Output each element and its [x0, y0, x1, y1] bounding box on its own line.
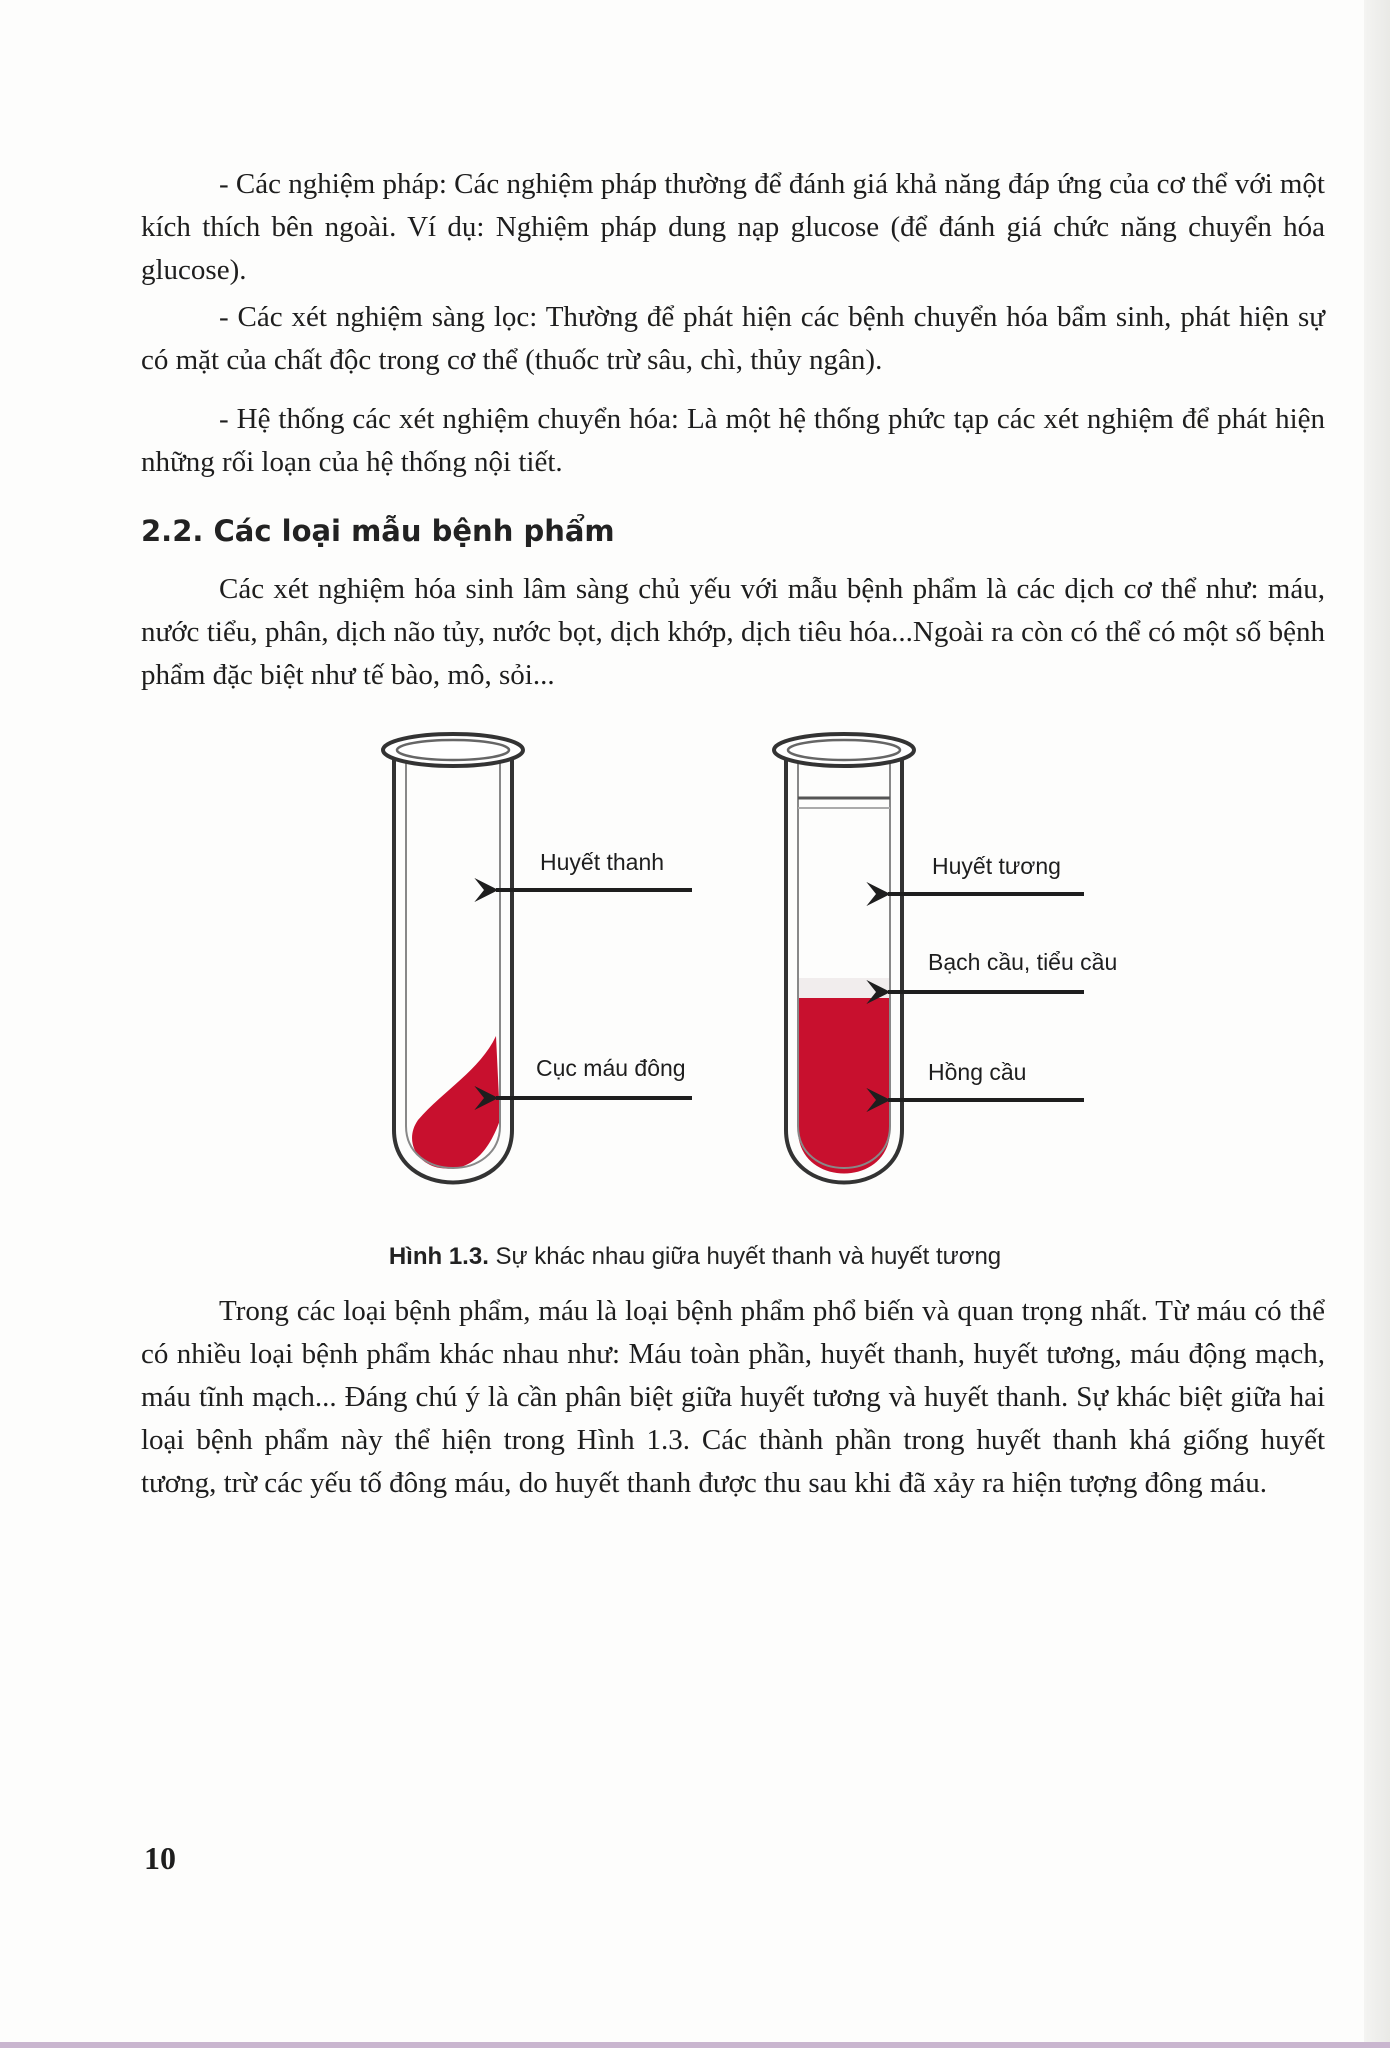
figure-test-tubes — [360, 720, 1160, 1210]
page-number: 10 — [144, 1840, 176, 1876]
red-cells-layer — [798, 998, 890, 1174]
buffy-coat-layer — [798, 978, 890, 998]
label-cuc-mau-dong: Cục máu đông — [536, 1055, 686, 1081]
label-huyet-tuong: Huyết tương — [932, 853, 1061, 879]
clot-shape — [412, 1036, 500, 1169]
page-bottom-edge — [0, 2042, 1390, 2048]
paragraph-mau: Trong các loại bệnh phẩm, máu là loại bệnh phẩm phổ biến và quan trọng nhất. Từ máu có thể có nhiều loại bệnh phẩm khác nhau như: Máu toàn phần, huyết thanh, huyết tương, máu động mạch, máu tĩnh mạch... Đáng chú ý là cần phân biệt giữa huyết tương và huyết thanh. Sự khác biệt giữa hai loại bệnh phẩm này thể hiện trong Hình 1.3. Các thành phần trong huyết thanh khá giống huyết tương, trừ các yếu tố đông máu, do huyết thanh được thu sau khi đã xảy ra hiện tượng đông máu. — [141, 1295, 1325, 1499]
paragraph-nghiem-phap: - Các nghiệm pháp: Các nghiệm pháp thường để đánh giá khả năng đáp ứng của cơ thể với một kích thích bên ngoài. Ví dụ: Nghiệm pháp dung nạp glucose (để đánh giá chức năng chuyển hóa glucose). — [141, 168, 1325, 286]
paragraph-sang-loc: - Các xét nghiệm sàng lọc: Thường để phát hiện các bệnh chuyển hóa bẩm sinh, phát hiện sự có mặt của chất độc trong cơ thể (thuốc trừ sâu, chì, thủy ngân). — [141, 301, 1325, 376]
label-bach-cau-tieu-cau: Bạch cầu, tiểu cầu — [928, 949, 1118, 975]
caption-number: Hình 1.3. — [388, 1243, 489, 1270]
figure-caption — [0, 1243, 1390, 1271]
right-test-tube — [774, 734, 1117, 1183]
label-huyet-thanh: Huyết thanh — [540, 849, 665, 875]
tubes-illustration — [360, 720, 1160, 1210]
paragraph-he-thong: - Hệ thống các xét nghiệm chuyển hóa: Là một hệ thống phức tạp các xét nghiệm để phát hiện những rối loạn của hệ thống nội tiết. — [141, 403, 1325, 478]
section-heading: 2.2. Các loại mẫu bệnh phẩm — [141, 514, 615, 548]
caption-text: Sự khác nhau giữa huyết thanh và huyết tương — [488, 1243, 1002, 1270]
label-hong-cau: Hồng cầu — [928, 1059, 1027, 1085]
paragraph-mau-benh-pham: Các xét nghiệm hóa sinh lâm sàng chủ yếu với mẫu bệnh phẩm là các dịch cơ thể như: máu, nước tiểu, phân, dịch não tủy, nước bọt, dịch khớp, dịch tiêu hóa...Ngoài ra còn có thể có một số bệnh phẩm đặc biệt như tế bào, mô, sỏi... — [141, 573, 1325, 691]
page-edge-shadow — [1364, 0, 1390, 2048]
left-test-tube — [383, 734, 692, 1183]
